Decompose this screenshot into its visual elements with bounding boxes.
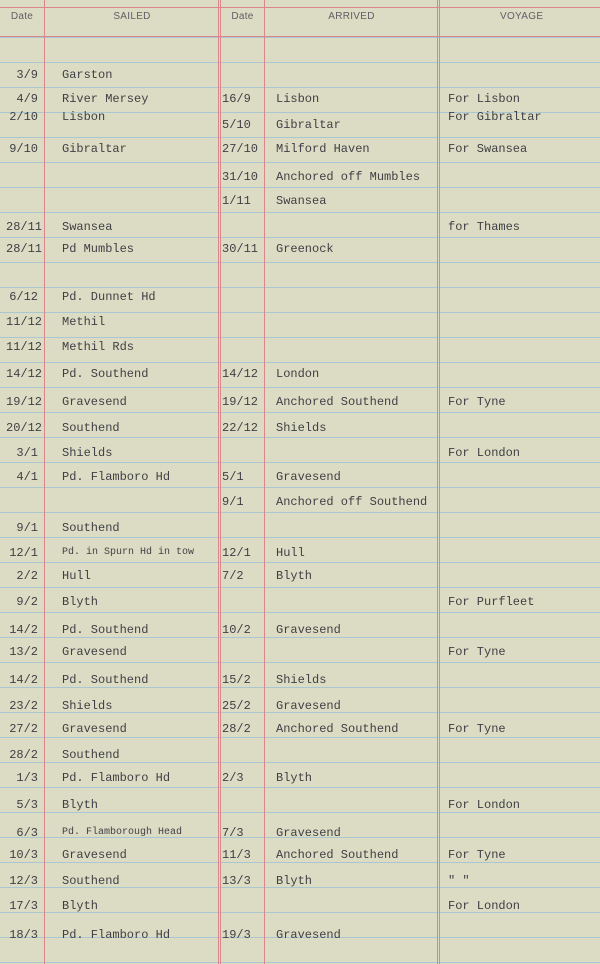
row-24-d1: 13/2 bbox=[9, 645, 38, 659]
row-20-d2: 12/1 bbox=[222, 546, 251, 560]
row-7-arrived: Swansea bbox=[276, 194, 327, 208]
row-23-sailed: Pd. Southend bbox=[62, 623, 149, 637]
row-34-d1: 17/3 bbox=[9, 899, 38, 913]
column-rule-3 bbox=[264, 0, 265, 964]
row-10-d1: 6/12 bbox=[9, 290, 38, 304]
row-11-d1: 11/12 bbox=[6, 315, 43, 329]
header-voyage: VOYAGE bbox=[500, 11, 544, 22]
row-17-d2: 5/1 bbox=[222, 470, 244, 484]
row-19-d1: 9/1 bbox=[16, 521, 38, 535]
row-23-d1: 14/2 bbox=[9, 623, 38, 637]
row-16-d1: 3/1 bbox=[16, 446, 38, 460]
row-21-sailed: Hull bbox=[62, 569, 91, 583]
row-13-d2: 14/12 bbox=[222, 367, 259, 381]
row-34-sailed: Blyth bbox=[62, 899, 99, 913]
row-33-d1: 12/3 bbox=[9, 874, 38, 888]
row-13-arrived: London bbox=[276, 367, 320, 381]
row-25-arrived: Shields bbox=[276, 673, 327, 687]
row-32-arrived: Anchored Southend bbox=[276, 848, 399, 862]
row-26-arrived: Gravesend bbox=[276, 699, 341, 713]
row-2-voyage: For Lisbon bbox=[448, 92, 521, 106]
row-28-sailed: Southend bbox=[62, 748, 120, 762]
row-18-arrived: Anchored off Southend bbox=[276, 495, 428, 509]
row-23-d2: 10/2 bbox=[222, 623, 251, 637]
row-7-d2: 1/11 bbox=[222, 194, 251, 208]
row-31-d2: 7/3 bbox=[222, 826, 244, 840]
row-16-voyage: For London bbox=[448, 446, 521, 460]
row-33-d2: 13/3 bbox=[222, 874, 251, 888]
row-2-d1: 4/9 bbox=[16, 92, 38, 106]
row-29-d1: 1/3 bbox=[16, 771, 38, 785]
row-22-sailed: Blyth bbox=[62, 595, 99, 609]
row-14-sailed: Gravesend bbox=[62, 395, 127, 409]
row-8-sailed: Swansea bbox=[62, 220, 113, 234]
row-9-arrived: Greenock bbox=[276, 242, 334, 256]
row-35-arrived: Gravesend bbox=[276, 928, 341, 942]
row-30-sailed: Blyth bbox=[62, 798, 99, 812]
row-35-d2: 19/3 bbox=[222, 928, 251, 942]
row-32-sailed: Gravesend bbox=[62, 848, 127, 862]
row-2-arrived: Lisbon bbox=[276, 92, 320, 106]
row-26-sailed: Shields bbox=[62, 699, 113, 713]
row-2-sailed: River Mersey bbox=[62, 92, 149, 106]
row-20-d1: 12/1 bbox=[9, 546, 38, 560]
row-21-d2: 7/2 bbox=[222, 569, 244, 583]
row-15-d1: 20/12 bbox=[6, 421, 43, 435]
row-10-sailed: Pd. Dunnet Hd bbox=[62, 290, 156, 304]
row-26-d1: 23/2 bbox=[9, 699, 38, 713]
row-20-sailed: Pd. in Spurn Hd in tow bbox=[62, 547, 195, 558]
row-14-arrived: Anchored Southend bbox=[276, 395, 399, 409]
row-6-arrived: Anchored off Mumbles bbox=[276, 170, 421, 184]
row-15-arrived: Shields bbox=[276, 421, 327, 435]
row-4-d2: 5/10 bbox=[222, 118, 251, 132]
row-9-d2: 30/11 bbox=[222, 242, 259, 256]
row-29-arrived: Blyth bbox=[276, 771, 313, 785]
header-date-arrived: Date bbox=[231, 11, 254, 22]
row-35-sailed: Pd. Flamboro Hd bbox=[62, 928, 171, 942]
row-5-voyage: For Swansea bbox=[448, 142, 528, 156]
row-22-voyage: For Purfleet bbox=[448, 595, 535, 609]
row-33-voyage: " " bbox=[448, 874, 470, 888]
row-32-d2: 11/3 bbox=[222, 848, 251, 862]
row-5-d2: 27/10 bbox=[222, 142, 259, 156]
row-22-d1: 9/2 bbox=[16, 595, 38, 609]
row-20-arrived: Hull bbox=[276, 546, 305, 560]
row-15-sailed: Southend bbox=[62, 421, 120, 435]
row-3-voyage: For Gibraltar bbox=[448, 110, 542, 124]
row-1-sailed: Garston bbox=[62, 68, 113, 82]
row-30-d1: 5/3 bbox=[16, 798, 38, 812]
row-24-voyage: For Tyne bbox=[448, 645, 506, 659]
row-5-sailed: Gibraltar bbox=[62, 142, 127, 156]
column-rule-4 bbox=[437, 0, 440, 964]
row-8-voyage: for Thames bbox=[448, 220, 521, 234]
row-35-d1: 18/3 bbox=[9, 928, 38, 942]
row-19-sailed: Southend bbox=[62, 521, 120, 535]
row-23-arrived: Gravesend bbox=[276, 623, 341, 637]
header-top-rule bbox=[0, 7, 600, 8]
row-1-d1: 3/9 bbox=[16, 68, 38, 82]
row-27-sailed: Gravesend bbox=[62, 722, 127, 736]
row-14-d2: 19/12 bbox=[222, 395, 259, 409]
header-bottom-rule bbox=[0, 36, 600, 37]
row-14-voyage: For Tyne bbox=[448, 395, 506, 409]
row-29-sailed: Pd. Flamboro Hd bbox=[62, 771, 171, 785]
row-11-sailed: Methil bbox=[62, 315, 106, 329]
row-9-sailed: Pd Mumbles bbox=[62, 242, 135, 256]
row-13-d1: 14/12 bbox=[6, 367, 43, 381]
row-27-arrived: Anchored Southend bbox=[276, 722, 399, 736]
row-33-sailed: Southend bbox=[62, 874, 120, 888]
column-rule-2 bbox=[218, 0, 221, 964]
row-28-d1: 28/2 bbox=[9, 748, 38, 762]
row-15-d2: 22/12 bbox=[222, 421, 259, 435]
row-27-voyage: For Tyne bbox=[448, 722, 506, 736]
row-30-voyage: For London bbox=[448, 798, 521, 812]
row-25-sailed: Pd. Southend bbox=[62, 673, 149, 687]
row-9-d1: 28/11 bbox=[6, 242, 43, 256]
column-rule-1 bbox=[44, 0, 45, 964]
row-33-arrived: Blyth bbox=[276, 874, 313, 888]
row-32-voyage: For Tyne bbox=[448, 848, 506, 862]
row-12-d1: 11/12 bbox=[6, 340, 43, 354]
row-17-d1: 4/1 bbox=[16, 470, 38, 484]
row-31-d1: 6/3 bbox=[16, 826, 38, 840]
row-6-d2: 31/10 bbox=[222, 170, 259, 184]
row-21-d1: 2/2 bbox=[16, 569, 38, 583]
row-17-sailed: Pd. Flamboro Hd bbox=[62, 470, 171, 484]
header-arrived: ARRIVED bbox=[328, 11, 375, 22]
row-21-arrived: Blyth bbox=[276, 569, 313, 583]
row-27-d1: 27/2 bbox=[9, 722, 38, 736]
row-31-arrived: Gravesend bbox=[276, 826, 341, 840]
row-25-d1: 14/2 bbox=[9, 673, 38, 687]
header-sailed: SAILED bbox=[113, 11, 151, 22]
row-5-d1: 9/10 bbox=[9, 142, 38, 156]
row-17-arrived: Gravesend bbox=[276, 470, 341, 484]
row-32-d1: 10/3 bbox=[9, 848, 38, 862]
header-date-sailed: Date bbox=[10, 11, 34, 22]
row-3-d1: 2/10 bbox=[9, 110, 38, 124]
row-29-d2: 2/3 bbox=[222, 771, 244, 785]
row-5-arrived: Milford Haven bbox=[276, 142, 370, 156]
row-13-sailed: Pd. Southend bbox=[62, 367, 149, 381]
row-4-arrived: Gibraltar bbox=[276, 118, 341, 132]
row-25-d2: 15/2 bbox=[222, 673, 251, 687]
row-3-sailed: Lisbon bbox=[62, 110, 106, 124]
row-34-voyage: For London bbox=[448, 899, 521, 913]
row-31-sailed: Pd. Flamborough Head bbox=[62, 827, 183, 838]
row-26-d2: 25/2 bbox=[222, 699, 251, 713]
row-14-d1: 19/12 bbox=[6, 395, 43, 409]
row-12-sailed: Methil Rds bbox=[62, 340, 135, 354]
row-24-sailed: Gravesend bbox=[62, 645, 127, 659]
row-18-d2: 9/1 bbox=[222, 495, 244, 509]
row-8-d1: 28/11 bbox=[6, 220, 43, 234]
row-27-d2: 28/2 bbox=[222, 722, 251, 736]
row-16-sailed: Shields bbox=[62, 446, 113, 460]
row-2-d2: 16/9 bbox=[222, 92, 251, 106]
